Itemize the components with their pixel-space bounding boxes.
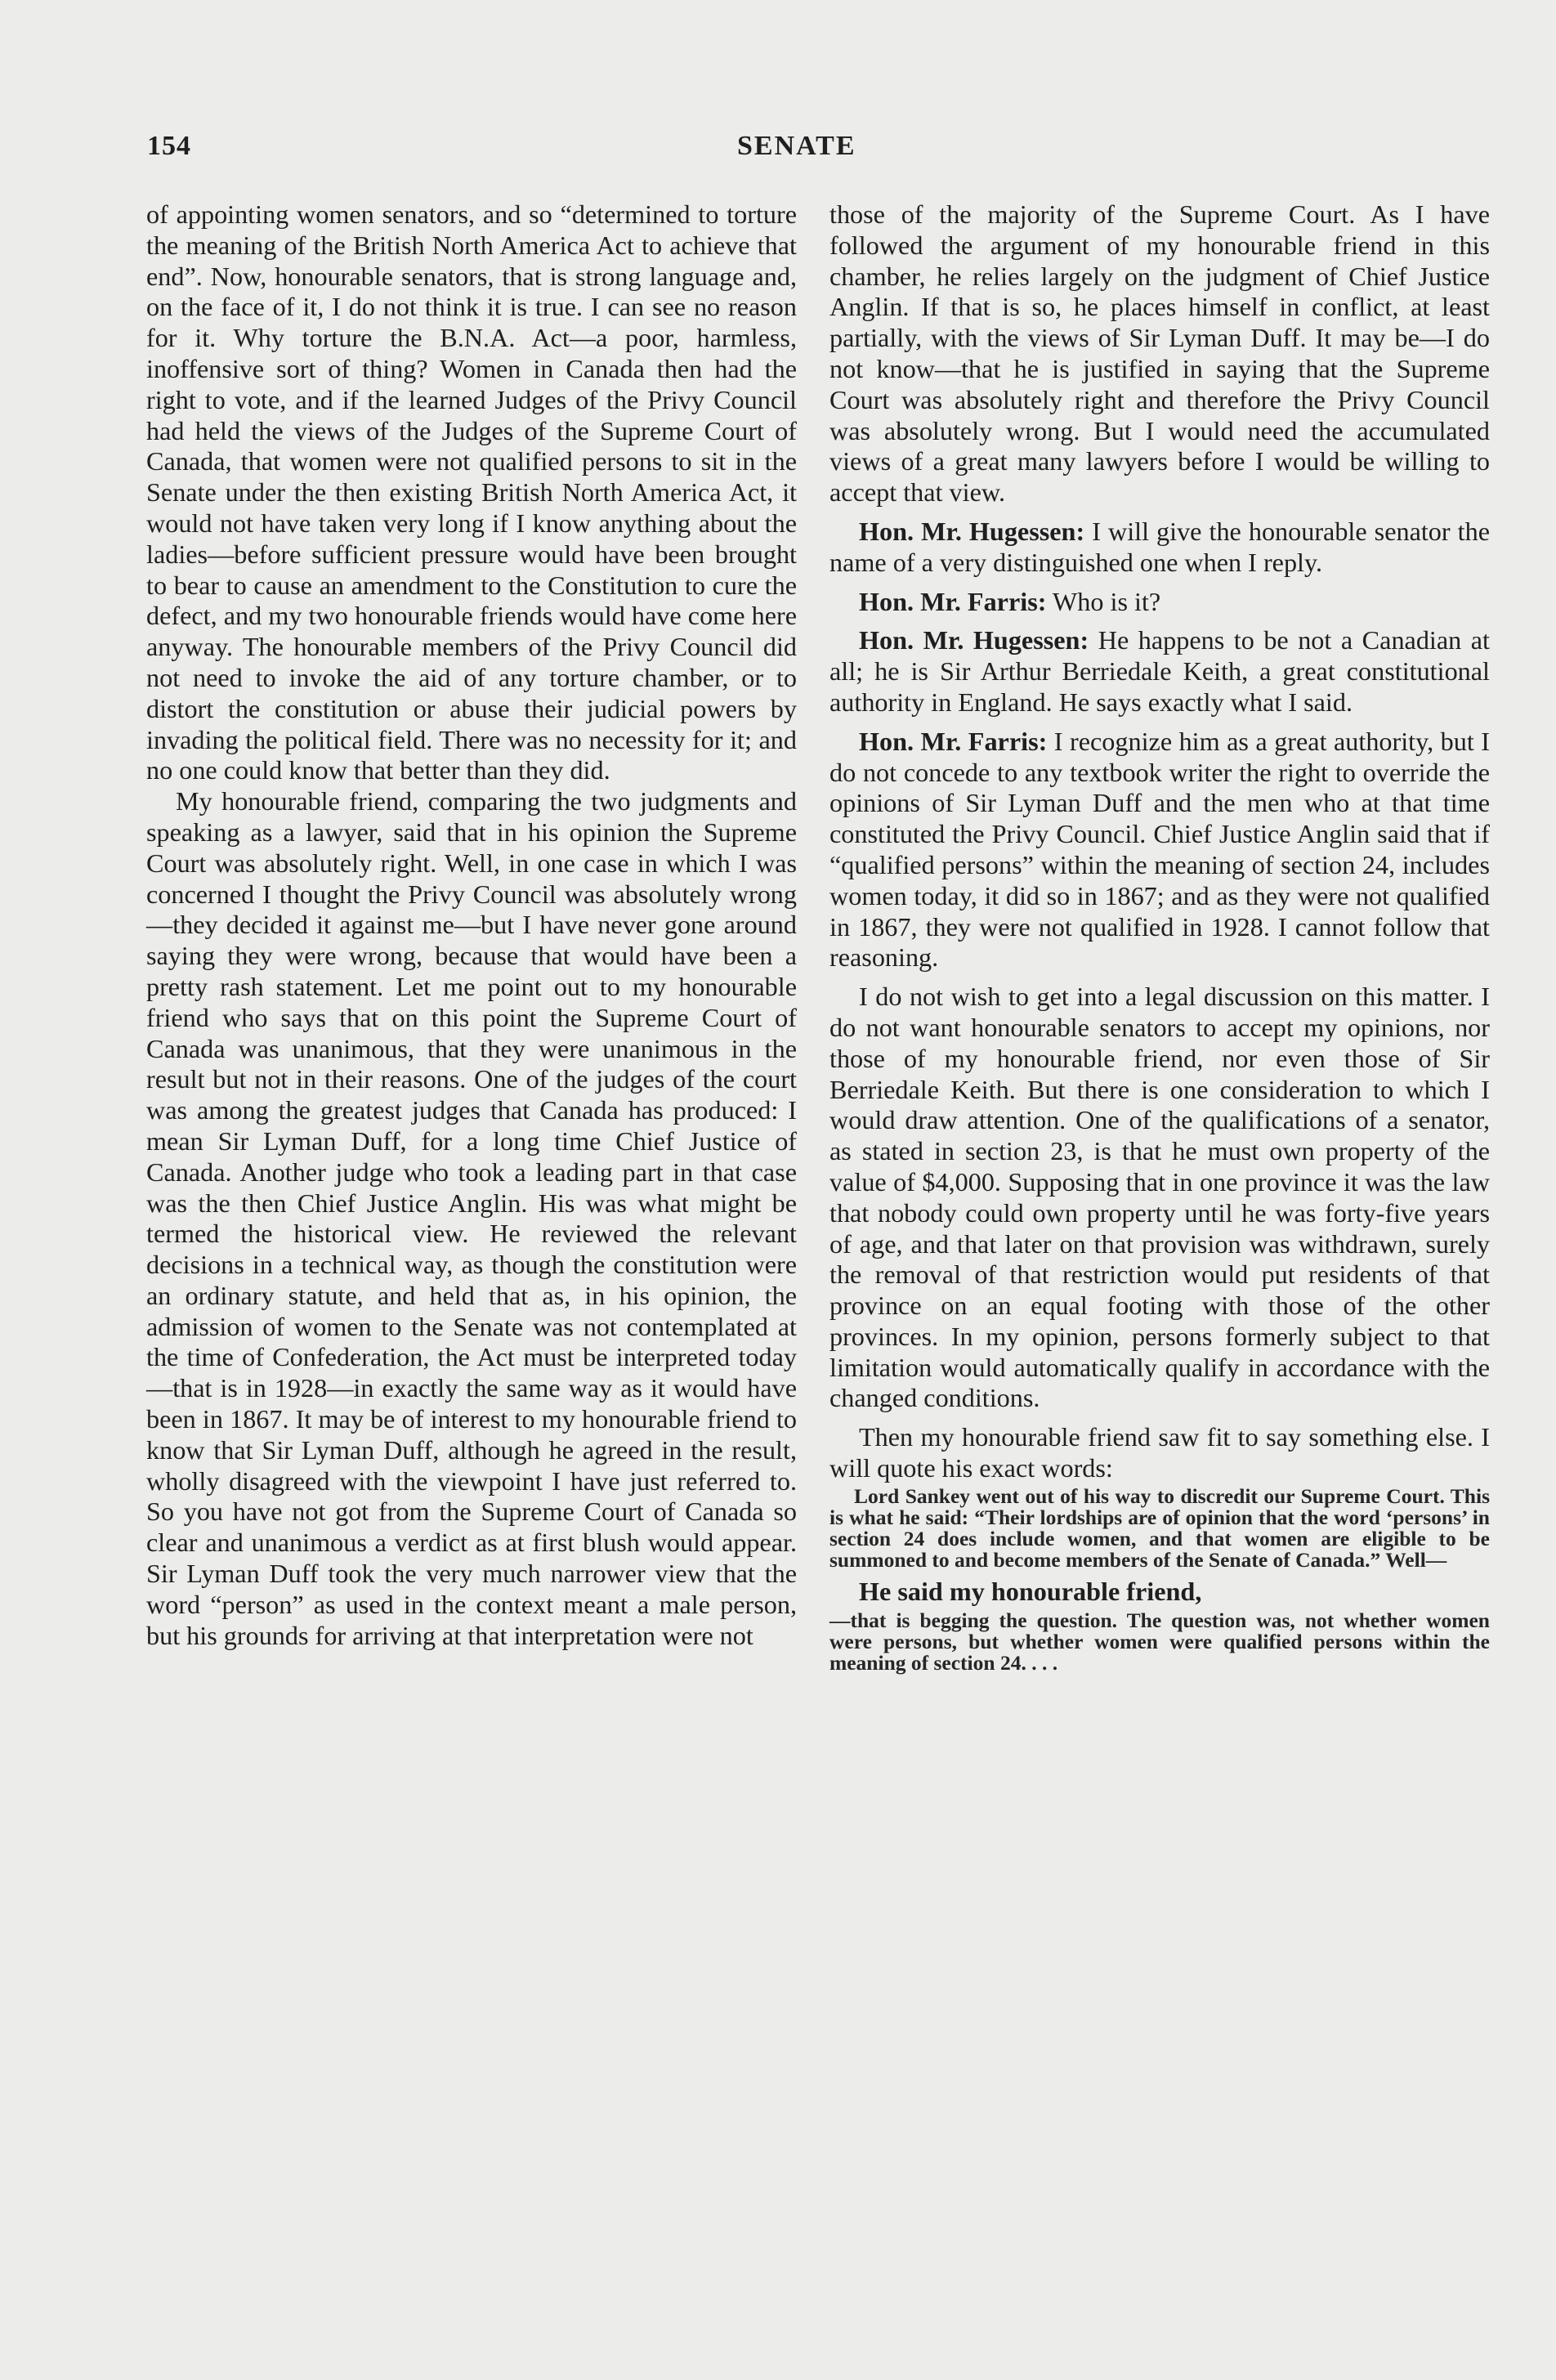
paragraph: I do not wish to get into a legal discussion on this matter. I do not want honourable senators to accept my opinions, nor those of my honourable friend, nor even those of Sir Berriedale Keith. But there is one consideration to which I would draw attention. One of the qualifications of a senator, as stated in section 23, is that he must own property of the value of $4,000. Supposing that in one province it was the law that nobody could own property until he was forty-five years of age, and that later on that provision was withdrawn, surely the removal of that restriction would put residents of that province on an equal footing with those of the other provinces. In my opinion, persons formerly subject to that limitation would automatically qualify in accordance with the changed conditions. bbox=[829, 982, 1490, 1413]
speech-text: Who is it? bbox=[1046, 586, 1161, 616]
speech-text: I recognize him as a great authority, but I do not concede to any textbook writer the right to override the opinions of Sir Lyman Duff and the men who at that time constituted the Privy Council. Chief Justice Anglin said that if “qualified persons” within the meaning of section 24, includes women today, it did so in 1867; and as they were not qualified in 1867, they were not qualified in 1928. I cannot follow that reasoning. bbox=[829, 726, 1490, 973]
speech-farris-2 bbox=[829, 727, 1490, 973]
paragraph: those of the majority of the Supreme Court. As I have followed the argument of my honourable friend in this chamber, he relies largely on the judgment of Chief Justice Anglin. If that is so, he places himself in conflict, at least partially, with the views of Sir Lyman Duff. It may be—I do not know—that he is justified in saying that the Supreme Court was absolutely right and therefore the Privy Council was absolutely wrong. But I would need the accumulated views of a great many lawyers before I would be willing to accept that view. bbox=[829, 199, 1490, 508]
speech-text: I will give the honourable senator the name of a very distinguished one when I reply. bbox=[829, 516, 1490, 577]
running-head: SENATE bbox=[737, 131, 856, 161]
paragraph: My honourable friend, comparing the two judgments and speaking as a lawyer, said that in his opinion the Supreme Court was absolutely right. Well, in one case in which I was concerned I thought the Privy Council was absolutely wrong—they decided it against me—but I have never gone around saying they were wrong, because that would have been a pretty rash statement. Let me point out to my honourable friend who says that on this point the Supreme Court of Canada was unanimous, that they were unanimous in the result but not in their reasons. One of the judges of the court was among the greatest judges that Canada has produced: I mean Sir Lyman Duff, for a long time Chief Justice of Canada. Another judge who took a leading part in that case was the then Chief Justice Anglin. His was what might be termed the historical view. He reviewed the relevant decisions in a technical way, as though the constitution were an ordinary statute, and held that as, in his opinion, the admission of women to the Senate was not contemplated at the time of Confederation, the Act must be interpreted today—that is in 1928—in exactly the same way as it would have been in 1867. It may be of interest to my honourable friend to know that Sir Lyman Duff, although he agreed in the result, wholly disagreed with the viewpoint I have just referred to. So you have not got from the Supreme Court of Canada so clear and unanimous a verdict as at first blush would appear. Sir Lyman Duff took the very much narrower view that the word “person” as used in the context meant a male person, but his grounds for arriving at that interpretation were not bbox=[146, 786, 797, 1650]
block-quote: Lord Sankey went out of his way to discredit our Supreme Court. This is what he said: “Their lordships are of opinion that the word ‘persons’ in section 24 does include women, and that women are eligible to be summoned to and become members of the Senate of Canada.” Well— bbox=[829, 1483, 1490, 1572]
speech-hugessen-1 bbox=[829, 517, 1490, 579]
page-header bbox=[147, 131, 1496, 168]
interjection: He said my honourable friend, bbox=[859, 1576, 1202, 1606]
speaker-name: Hon. Mr. Farris: bbox=[859, 726, 1048, 756]
speech-farris-1 bbox=[829, 587, 1490, 618]
left-column bbox=[146, 199, 797, 1651]
speaker-name: Hon. Mr. Farris: bbox=[859, 586, 1047, 616]
speaker-name: Hon. Mr. Hugessen: bbox=[859, 516, 1085, 546]
right-column bbox=[829, 199, 1490, 1674]
speaker-name: Hon. Mr. Hugessen: bbox=[859, 625, 1089, 655]
speech-hugessen-2 bbox=[829, 625, 1490, 718]
paragraph: Then my honourable friend saw fit to say something else. I will quote his exact words: bbox=[829, 1422, 1490, 1483]
paragraph: of appointing women senators, and so “determined to torture the meaning of the British North America Act to achieve that end”. Now, honourable senators, that is strong language and, on the face of it, I do not think it is true. I can see no reason for it. Why torture the B.N.A. Act—a poor, harmless, inoffensive sort of thing? Women in Canada then had the right to vote, and if the learned Judges of the Privy Council had held the views of the Judges of the Supreme Court of Canada, that women were not qualified persons to sit in the Senate under the then existing British North America Act, it would not have taken very long if I know anything about the ladies—before sufficient pressure would have been brought to bear to cause an amendment to the Constitution to cure the defect, and my two honourable friends would have come here anyway. The honourable members of the Privy Council did not need to invoke the aid of any torture chamber, or to distort the constitution or abuse their judicial powers by invading the political field. There was no necessity for it; and no one could know that better than they did. bbox=[146, 199, 797, 785]
block-quote: —that is begging the question. The question was, not whether women were persons, but whether women were qualified persons within the meaning of section 24. . . . bbox=[829, 1608, 1490, 1675]
speech-text: He happens to be not a Canadian at all; he is Sir Arthur Berriedale Keith, a great constitutional authority in England. He says exactly what I said. bbox=[829, 625, 1490, 717]
page-number: 154 bbox=[147, 131, 191, 161]
